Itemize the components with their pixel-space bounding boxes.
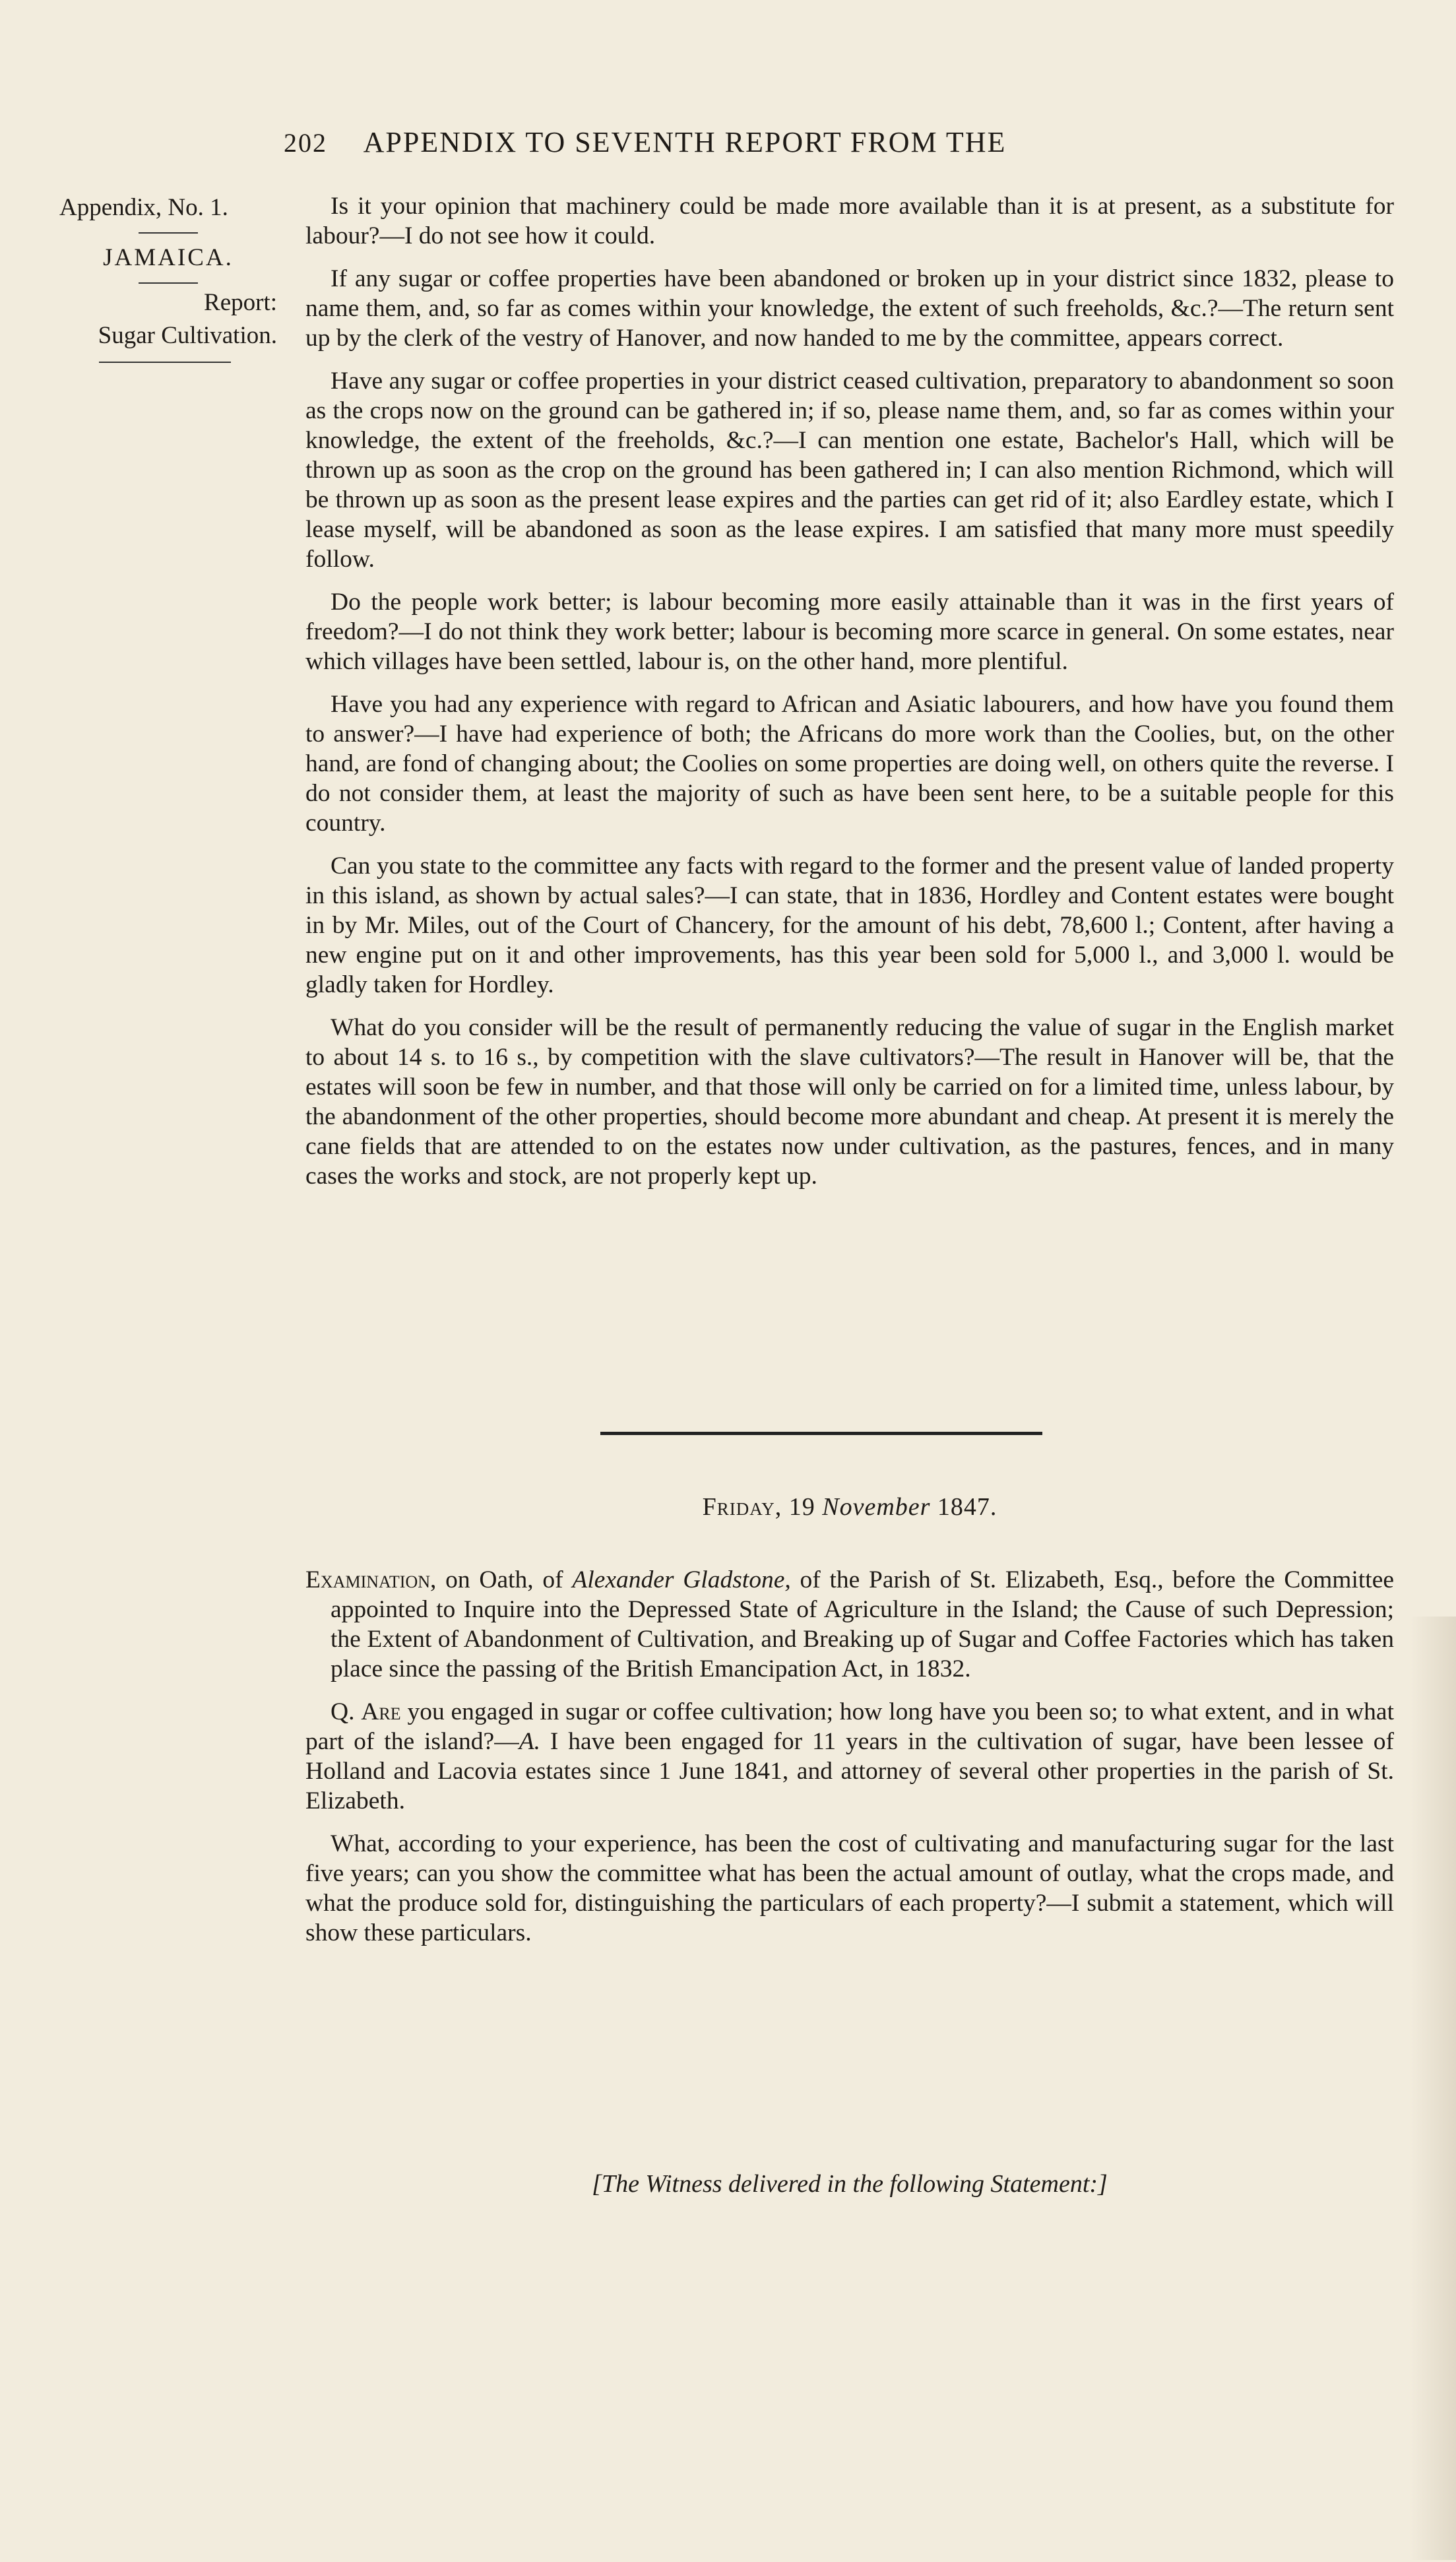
page-number: 202 xyxy=(284,128,327,158)
section-rule xyxy=(600,1432,1042,1435)
margin-divider xyxy=(139,282,198,284)
page-edge-shadow xyxy=(1410,1617,1456,2560)
paragraph: Have you had any experience with regard to African and Asiatic labourers, and how have you found them to answer?—I have had experience of both; the Africans do more work than the Coolies, but, on the other hand, are fond of changing about; the Coolies on some properties are doing well, on others quite the reverse. I do not consider them, at least the majority of such as have been sent here, to be a suitable people for this country. xyxy=(305,691,1394,837)
date-year: 1847. xyxy=(937,1493,997,1521)
paragraph: What, according to your experience, has been the cost of cultivating and manufacturing sugar for the last five years; can you show the committee what has been the actual amount of outlay, what the crops made, and what the produce sold for, distinguishing the particulars of each property?—I submit a statement, which will show these particulars. xyxy=(305,1830,1394,1946)
margin-divider xyxy=(99,362,231,363)
date-day: Friday, xyxy=(702,1493,782,1521)
sitting-date xyxy=(305,1492,1394,1521)
witness-name: Alexander Gladstone, xyxy=(572,1566,791,1593)
examination-text-a: on Oath, of xyxy=(445,1566,563,1593)
paragraph: Is it your opinion that machinery could be made more available than it is at present, as a substitute for labour?—I do not see how it could. xyxy=(305,193,1394,249)
margin-subject: Sugar Cultivation. xyxy=(98,322,277,349)
question-text: you engaged in sugar or coffee cultivation; how long have you been so; to what extent, and in what part of the island?— xyxy=(305,1698,1394,1755)
paragraph: Do the people work better; is labour becoming more easily attainable than it was in the first years of freedom?—I do not think they work better; labour is becoming more scarce in general. On some estates, near which villages have been settled, labour is, on the other hand, more plentiful. xyxy=(305,589,1394,675)
question-label: Q. xyxy=(331,1698,355,1725)
examination-heading xyxy=(305,1565,1394,1684)
date-number: 19 xyxy=(788,1493,815,1521)
running-title: APPENDIX TO SEVENTH REPORT FROM THE xyxy=(363,126,1007,158)
margin-appendix: Appendix, No. 1. xyxy=(59,194,228,221)
examination-text-b: of the Parish of St. Elizabeth, Esq., before the Committee appointed to Inquire into the Depressed State of Agriculture in the Island; the Cause of such Depression; the Extent of Abandonment of Cultivation, and Breaking up of Sugar and Coffee Factories which has taken place since the passing of the British Emancipation Act, in 1832. xyxy=(331,1566,1395,1682)
margin-notes xyxy=(59,191,277,363)
paragraph: Have any sugar or coffee properties in your district ceased cultivation, preparatory to abandonment so soon as the crops now on the ground can be gathered in; if so, please name them, and, so far as comes within your knowledge, the extent of the freeholds, &c.?—I can mention one estate, Bachelor's Hall, which will be thrown up as soon as the crop on the ground has been gathered in; I can also mention Richmond, which will be thrown up as soon as the present lease expires and the parties can get rid of it; also Eardley estate, which I lease myself, will be abandoned as soon as the lease expires. I am satisfied that many more must speedily follow. xyxy=(305,368,1394,573)
page-header xyxy=(284,125,1405,159)
date-month: November xyxy=(822,1493,931,1521)
margin-divider xyxy=(139,232,198,234)
margin-report: Report: xyxy=(204,289,277,316)
evidence-section-1 xyxy=(305,191,1394,1204)
evidence-section-2 xyxy=(305,1565,1394,1961)
question-lead: Are xyxy=(361,1698,401,1725)
question-answer xyxy=(305,1697,1394,1816)
witness-statement-note: [The Witness delivered in the following Statement:] xyxy=(592,2170,1108,2198)
answer-text: I have been engaged for 11 years in the cultivation of sugar, have been lessee of Holland and Lacovia estates since 1 June 1841, and attorney of several other properties in the parish of St. Elizabeth. xyxy=(305,1728,1394,1814)
margin-region: JAMAICA. xyxy=(103,244,234,271)
paragraph: If any sugar or coffee properties have been abandoned or broken up in your district since 1832, please to name them, and, so far as comes within your knowledge, the extent of such freeholds, &c.?—The return sent up by the clerk of the vestry of Hanover, and now handed to me by the committee, appears correct. xyxy=(305,265,1394,352)
paragraph: What do you consider will be the result of permanently reducing the value of sugar in the English market to about 14 s. to 16 s., by competition with the slave cultivators?—The result in Hanover will be, that the estates will soon be few in number, and that those will only be carried on for a limited time, unless labour, by the abandonment of the other properties, should become more abundant and cheap. At present it is merely the cane fields that are attended to on the estates now under cultivation, as the pastures, fences, and in many cases the works and stock, are not properly kept up. xyxy=(305,1014,1394,1190)
examination-lead: Examination, xyxy=(305,1566,437,1593)
paragraph: Can you state to the committee any facts with regard to the former and the present value of landed property in this island, as shown by actual sales?—I can state, that in 1836, Hordley and Content estates were bought in by Mr. Miles, out of the Court of Chancery, for the amount of his debt, 78,600 l.; Content, after having a new engine put on it and other improvements, has this year been sold for 5,000 l., and 3,000 l. would be gladly taken for Hordley. xyxy=(305,852,1394,998)
answer-label: A. xyxy=(519,1728,540,1755)
